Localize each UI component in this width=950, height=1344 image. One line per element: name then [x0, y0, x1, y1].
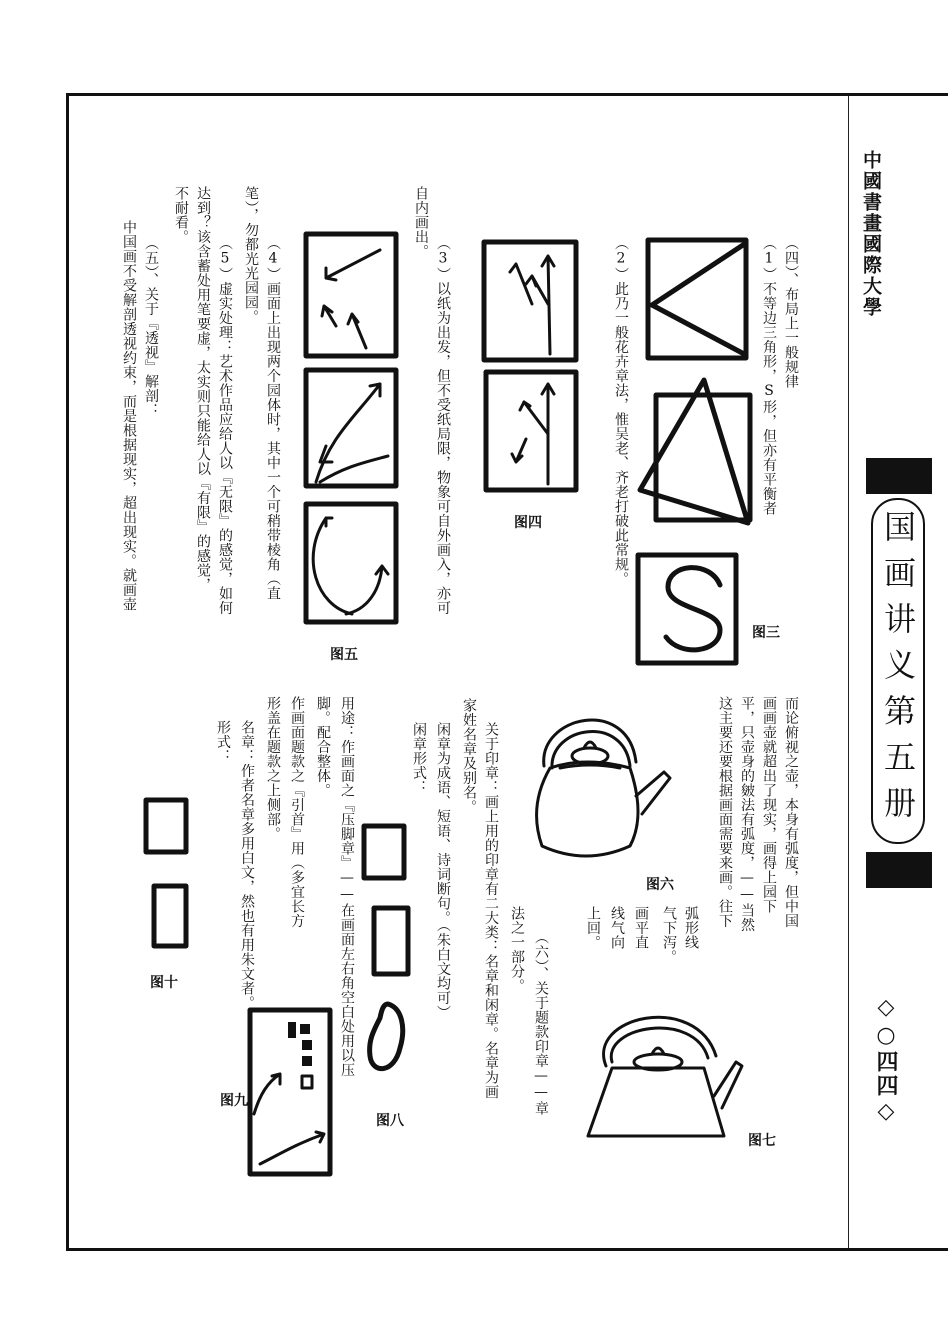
section4-item-5: （5）虚实处理：艺术作品应给人以『无限』的感觉，如何: [217, 236, 233, 615]
fig9-inscription-mark: [300, 1024, 310, 1034]
section6-line-5: 闲章形式：: [411, 722, 427, 795]
fig5-arrows-2: [316, 384, 388, 482]
fig6-spout: [636, 772, 670, 814]
side-note-1: 弧形线: [683, 906, 699, 950]
fig9-inscription-mark: [302, 1040, 312, 1050]
fig9-inscription-mark: [302, 1056, 312, 1066]
fig7-spout: [714, 1062, 742, 1108]
fig3-s-shape: [666, 568, 720, 650]
fig5-caption: 图五: [330, 647, 358, 663]
teapot-text-4: 这主要还要根据画面需要来画。往下: [717, 696, 733, 928]
fig8-caption: 图八: [376, 1113, 404, 1129]
fig4-branches-1: [510, 256, 554, 354]
section5-text: 中国画不受解剖透视约束，而是根据现实，超出现实。就画壶: [121, 220, 137, 612]
fig6-body: [537, 762, 638, 856]
fig4-frame-2: [486, 372, 576, 490]
fig3-triangle: [652, 243, 746, 355]
section6-heading: （六）、关于题款印章——章: [533, 930, 549, 1116]
section4-item-3: （3）以纸为出发，但不受纸局限，物象可自外画入，亦可: [435, 236, 451, 615]
fig8-seal-rect: [374, 908, 408, 974]
section4-item-5-end: 不耐看。: [173, 186, 189, 244]
fig3-drawing: [620, 225, 760, 675]
fig8-seal-square: [364, 826, 404, 878]
margin-rule: [848, 96, 849, 1248]
teapot-text-2: 画画壶就超出了现实，画得上园下: [761, 696, 777, 914]
fig10-caption: 图十: [150, 975, 178, 991]
banner-bottom-ornament: [866, 852, 932, 888]
section6-line-1: 法之一部分。: [509, 906, 525, 993]
section6-line-6: 用途：作画面之『压脚章』——在画面左右角空白处用以压: [339, 696, 355, 1077]
fig7-body: [588, 1068, 724, 1136]
fig4-branches-2: [512, 384, 554, 484]
section6-line-3: 家姓名章及别名。: [461, 698, 477, 814]
fig5-frame-1: [306, 234, 396, 356]
section4-item-1: （1）不等边三角形，S形，但亦有平衡者: [761, 236, 777, 516]
page-number: ◇○四四◇: [873, 994, 899, 1126]
fig3-caption: 图三: [752, 625, 780, 641]
fig3-s-frame: [638, 555, 736, 663]
fig9-drawing: [240, 1004, 336, 1184]
teapot-text-3: 平，只壶身的皴法有弧度，——当然: [739, 696, 755, 932]
fig9-seal-mark: [302, 1076, 312, 1088]
fig10-seals: [140, 790, 200, 960]
section6-line-11: 形式：: [215, 720, 231, 764]
fig7-caption: 图七: [748, 1133, 776, 1149]
section5-heading: （五）、关于『透视』解剖：: [143, 236, 159, 418]
fig6-teapot: [520, 696, 680, 876]
fig9-caption: 图九: [220, 1093, 248, 1109]
section4-item-5-cont: 达到？该含蓄处用笔要虚，太实则只能给人以『有限』的感觉，: [195, 186, 211, 592]
fig6-caption: 图六: [646, 877, 674, 893]
section6-line-2: 关于印章：画上用的印章有二大类：名章和闲章。名章为画: [483, 722, 499, 1099]
section6-line-4: 闲章为成语、短语、诗词断句。（朱白文均可）: [435, 722, 451, 1020]
fig5-drawing: [296, 226, 406, 636]
section6-line-9: 形盖在题款之上侧部。: [265, 696, 281, 841]
section4-item-4-cont: 笔），勿都光光园园。: [243, 186, 259, 324]
section6-line-8: 作画面题款之『引首』用（多宜长方: [289, 696, 305, 928]
teapot-text-1: 而论俯视之壶，本身有弧度，但中国: [783, 696, 799, 928]
side-note-4: 线气向: [609, 906, 625, 950]
section4-heading: （四）、布局上一般规律: [783, 236, 799, 389]
fig9-inscription-mark: [288, 1022, 296, 1038]
section4-item-4: （4）画面上出现两个园体时，其中一个可稍带棱角（直: [265, 236, 281, 601]
fig10-seal-rect: [154, 886, 186, 946]
fig5-arrows-3: [313, 518, 388, 614]
fig4-caption: 图四: [514, 515, 542, 531]
section4-item-3-cont: 自内画出。: [413, 186, 429, 259]
volume-banner: [866, 458, 932, 888]
side-note-5: 上回。: [585, 906, 601, 950]
section4-item-2: （2）此乃一般花卉章法，惟吴老、齐老打破此常规。: [613, 236, 629, 586]
series-title: 中國書畫國際大學: [860, 150, 882, 318]
fig8-seals: [358, 818, 428, 1088]
fig5-arrows-1: [322, 250, 380, 348]
side-note-2: 气下泻。: [661, 906, 677, 964]
volume-title: 国画讲义第五册: [879, 510, 917, 832]
banner-panel: [871, 498, 925, 844]
side-note-3: 画平直: [633, 906, 649, 950]
fig5-frame-3: [306, 504, 396, 622]
fig4-drawing: [476, 234, 586, 514]
banner-top-ornament: [866, 458, 932, 494]
fig7-teapot: [576, 996, 756, 1146]
fig8-seal-organic: [370, 1004, 403, 1069]
section6-line-10: 名章：作者名章多用白文，然也有用朱文者。: [239, 720, 255, 1010]
fig10-seal-square: [146, 800, 186, 852]
fig7-handle-inner: [611, 1028, 708, 1062]
section6-line-7: 脚。配合整体。: [315, 696, 331, 798]
